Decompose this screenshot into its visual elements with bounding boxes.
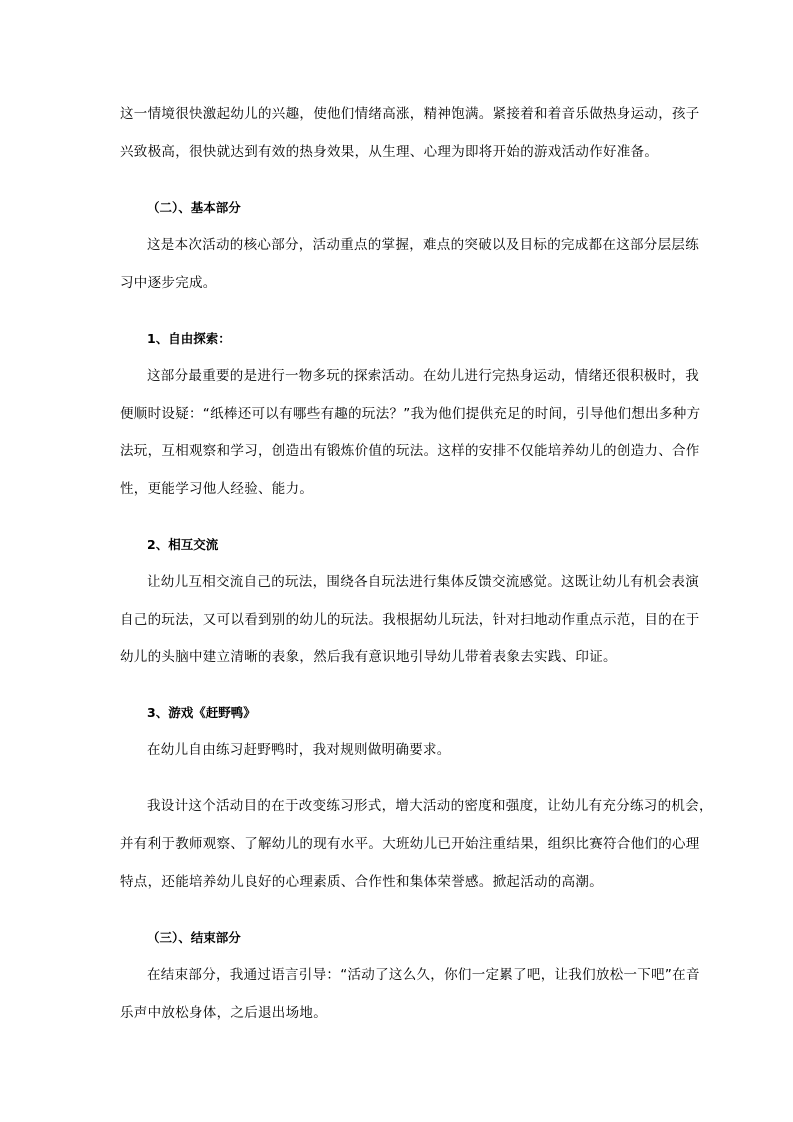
paragraph-line: 兴致极高，很快就达到有效的热身效果，从生理、心理为即将开始的游戏活动作好准备。 (120, 144, 659, 160)
paragraph-line: 习中逐步完成。 (120, 275, 217, 291)
paragraph-line: 并有利于教师观察、了解幼儿的现有水平。大班幼儿已开始注重结果，组织比赛符合他们的心理 (120, 836, 700, 852)
paragraph-line: 这部分最重要的是进行一物多玩的探索活动。在幼儿进行完热身运动，情绪还很积极时，我 (147, 368, 699, 384)
paragraph-line: 在结束部分，我通过语言引导：“活动了这么久，你们一定累了吧，让我们放松一下吧”在音 (147, 967, 700, 983)
subsection-heading-exchange: 2、相互交流 (147, 537, 219, 552)
paragraph-line: 幼儿的头脑中建立清晰的表象，然后我有意识地引导幼儿带着表象去实践、印证。 (120, 649, 617, 665)
paragraph-line: 特点，还能培养幼儿良好的心理素质、合作性和集体荣誉感。掀起活动的高潮。 (120, 874, 603, 890)
paragraph-line: 这是本次活动的核心部分，活动重点的掌握，难点的突破以及目标的完成都在这部分层层练 (147, 237, 699, 253)
paragraph-line: 法玩，互相观察和学习，创造出有锻炼价值的玩法。这样的安排不仅能培养幼儿的创造力、合作 (120, 443, 700, 459)
paragraph-line: 让幼儿互相交流自己的玩法，围绕各自玩法进行集体反馈交流感觉。这既让幼儿有机会表演 (147, 574, 699, 590)
paragraph-line: 自己的玩法，又可以看到别的幼儿的玩法。我根据幼儿玩法，针对扫地动作重点示范，目的在于 (120, 612, 700, 628)
paragraph-line: 这一情境很快激起幼儿的兴趣，使他们情绪高涨，精神饱满。紧接着和着音乐做热身运动，孩子 (120, 106, 700, 122)
paragraph-line: 便顺时设疑：“纸棒还可以有哪些有趣的玩法？”我为他们提供充足的时间，引导他们想出多种方 (120, 406, 701, 422)
paragraph-line: 性，更能学习他人经验、能力。 (120, 481, 314, 497)
section-heading-end: （三）、结束部分 (147, 930, 241, 945)
paragraph-line: 我设计这个活动目的在于改变练习形式，增大活动的密度和强度，让幼儿有充分练习的机会， (147, 798, 713, 814)
subsection-heading-game: 3、游戏《赶野鸭》 (147, 705, 256, 720)
section-heading-basic: （二）、基本部分 (147, 200, 241, 215)
subsection-heading-explore: 1、自由探索： (147, 331, 231, 346)
paragraph-line: 在幼儿自由练习赶野鸭时，我对规则做明确要求。 (147, 742, 451, 758)
paragraph-line: 乐声中放松身体，之后退出场地。 (120, 1005, 327, 1021)
